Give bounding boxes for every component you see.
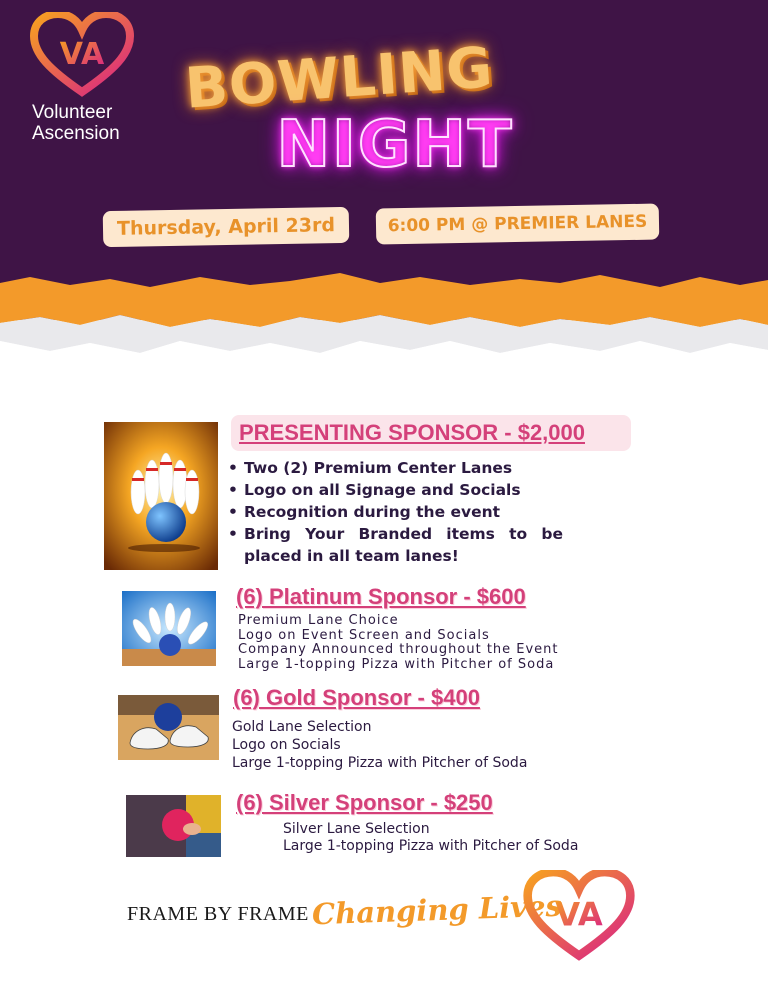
footer-logo-mark: VA — [555, 895, 603, 934]
list-item: Gold Lane Selection — [232, 719, 372, 735]
gold-sponsor-heading: (6) Gold Sponsor - $400 — [233, 685, 480, 710]
bowling-shoes-image — [118, 695, 219, 760]
title-word-bowling: BOWLING — [183, 35, 496, 122]
event-time-venue: 6:00 PM @ PREMIER LANES — [376, 204, 660, 245]
platinum-sponsor-heading: (6) Platinum Sponsor - $600 — [236, 584, 526, 609]
logo-line2: Ascension — [32, 123, 120, 144]
logo-line1: Volunteer — [32, 102, 113, 123]
silver-benefits-list — [283, 821, 578, 855]
list-item: Large 1-topping Pizza with Pitcher of Soda — [232, 755, 528, 771]
presenting-benefits-list — [228, 457, 563, 567]
bowling-pins-image — [104, 422, 218, 570]
list-item: • Recognition during the event — [228, 501, 563, 523]
gold-benefits-list — [232, 718, 527, 772]
list-item: Logo on Event Screen and Socials — [238, 627, 490, 643]
list-item: Premium Lane Choice — [238, 613, 399, 628]
list-item: Large 1-topping Pizza with Pitcher of Soda — [283, 838, 579, 854]
list-item: Logo on Socials — [232, 737, 341, 753]
bowling-ball-hand-image — [126, 795, 221, 857]
event-date: Thursday, April 23rd — [103, 207, 350, 247]
list-item: Silver Lane Selection — [283, 821, 430, 837]
platinum-benefits-list — [238, 614, 559, 672]
list-item: Company Announced throughout the Event — [238, 642, 559, 657]
list-item: Large 1-topping Pizza with Pitcher of Soda — [238, 656, 555, 672]
logo-mark: VA — [59, 37, 105, 72]
list-item: • Two (2) Premium Center Lanes — [228, 457, 563, 479]
title-bowling — [175, 28, 615, 122]
title-night: NIGHT — [276, 108, 514, 182]
torn-paper-edge — [0, 255, 768, 370]
presenting-sponsor-heading: PRESENTING SPONSOR - $2,000 — [231, 415, 631, 451]
silver-sponsor-heading: (6) Silver Sponsor - $250 — [236, 790, 493, 815]
list-item: • Logo on all Signage and Socials — [228, 479, 563, 501]
volunteer-ascension-logo — [30, 12, 140, 144]
va-heart-logo-icon — [30, 12, 134, 98]
bowling-strike-image — [122, 591, 216, 666]
frame-by-frame-text: FRAME BY FRAME — [127, 903, 309, 925]
va-heart-logo-icon — [523, 870, 635, 962]
changing-lives-tagline: Changing Lives — [311, 888, 563, 932]
list-item: • Bring Your Branded items to be placed in all team lanes! — [228, 523, 563, 567]
